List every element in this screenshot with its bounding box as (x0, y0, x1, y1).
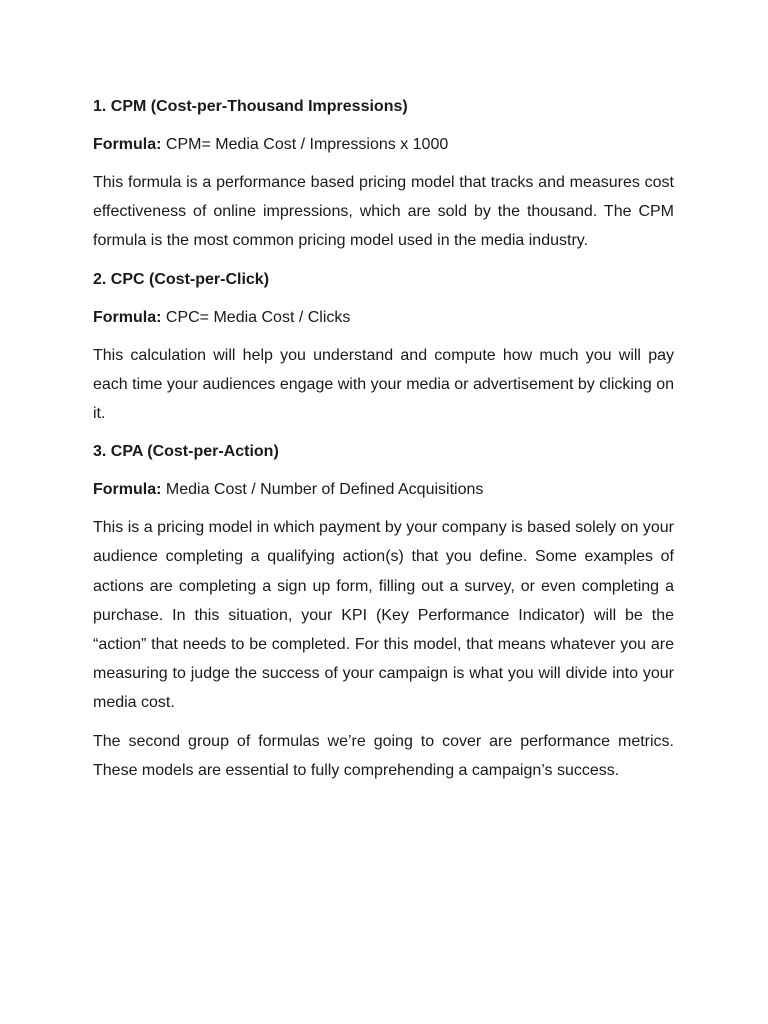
formula-line (93, 475, 674, 504)
formula-text: CPM= Media Cost / Impressions x 1000 (161, 136, 449, 153)
formula-text: CPC= Media Cost / Clicks (161, 308, 351, 326)
section-description: This calculation will help you understand and compute how much you will pay each time your audiences engage with your media or advertisement by clicking on it. (93, 346, 674, 423)
formula-line (93, 303, 674, 332)
section-heading: 2. CPC (Cost-per-Click) (93, 270, 270, 288)
closing-paragraph: The second group of formulas we’re going to cover are performance metrics. These models are essential to fully comprehending a campaign’s success. (93, 732, 674, 779)
formula-line (93, 130, 674, 159)
formula-label: Formula: (93, 481, 162, 499)
section-heading: 3. CPA (Cost-per-Action) (93, 443, 279, 461)
section-description: This is a pricing model in which payment by your company is based solely on your audience completing a qualifying action(s) that you define. Some examples of actions are completing a sign up form, filling out a survey, or even completing a purchase. In this situation, your KPI (Key Performance Indicator) will be the “action” that needs to be completed. For this model, that means whatever you are measuring to judge the success of your campaign is what you will divide into your media cost. (93, 519, 674, 712)
document-page (93, 92, 674, 794)
formula-label: Formula: (93, 308, 162, 326)
section-cpc (93, 265, 674, 429)
section-description: This formula is a performance based pricing model that tracks and measures cost effectiveness of online impressions, which are sold by the thousand. The CPM formula is the most common pricing model used in the media industry. (93, 174, 674, 250)
section-cpm (93, 92, 674, 256)
formula-label: Formula: (93, 136, 162, 153)
section-heading: 1. CPM (Cost-per-Thousand Impressions) (93, 98, 408, 115)
section-cpa (93, 437, 674, 717)
formula-text: Media Cost / Number of Defined Acquisitions (161, 481, 484, 499)
